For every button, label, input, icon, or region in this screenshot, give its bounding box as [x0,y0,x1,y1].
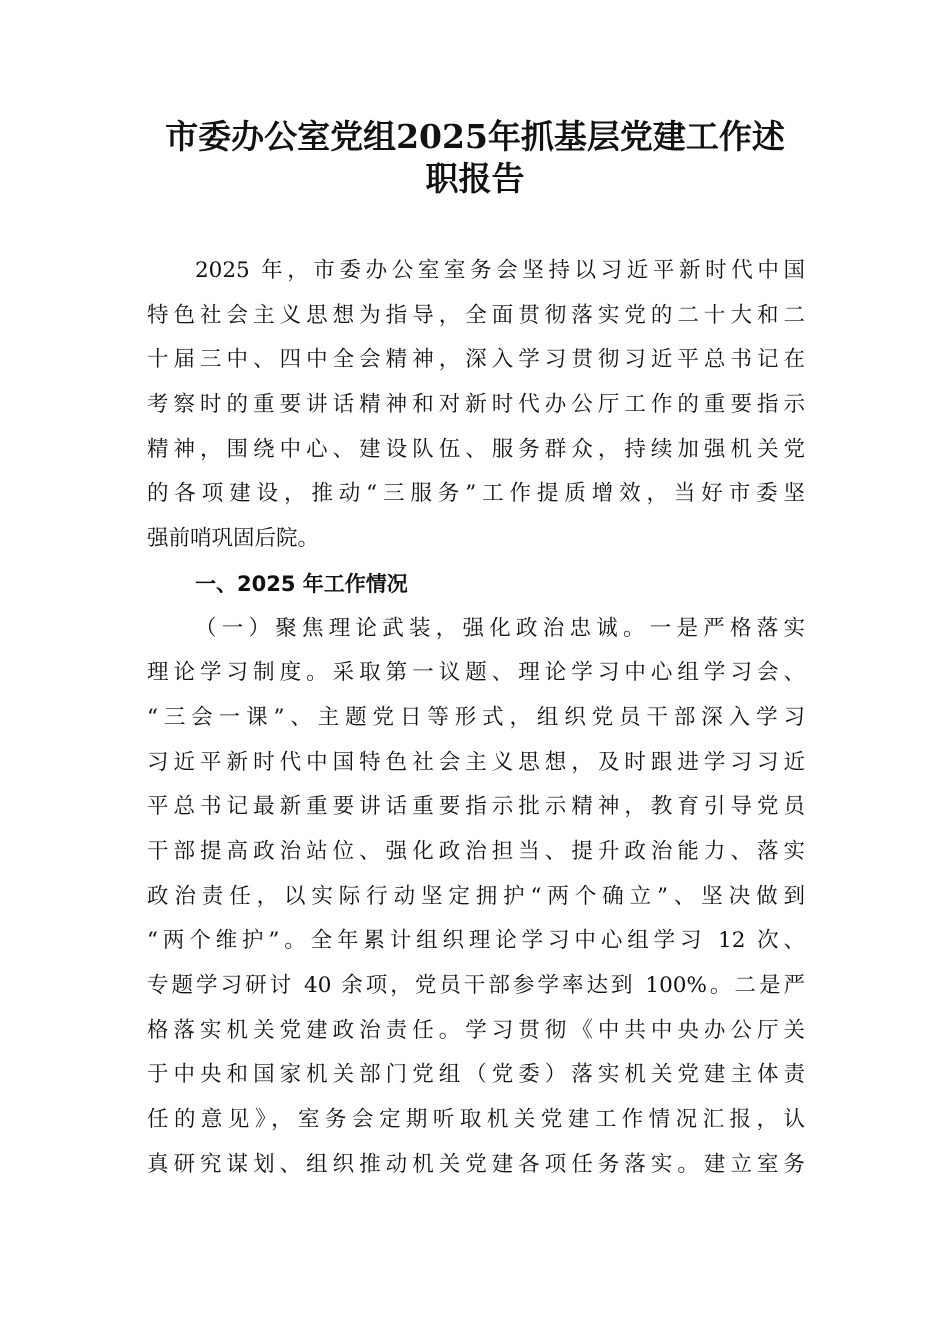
text-line: 强前哨巩固后院。 [147,526,320,552]
text-line: 考察时的重要讲话精神和对新时代办公厅工作的重要指示 [147,392,805,418]
text-line: （一）聚焦理论武装，强化政治忠诚。一是严格落实 [195,615,805,641]
title-line: 职报告 [425,159,525,198]
intro-paragraph [147,249,805,562]
text-line: 2025 年，市委办公室室务会坚持以习近平新时代中国 [195,258,805,283]
text-line: “三会一课”、主题党日等形式，组织党员干部深入学习 [147,704,805,730]
section-heading: 一、2025 年工作情况 [195,571,408,596]
text-line: 政治责任，以实际行动坚定拥护“两个确立”、坚决做到 [147,883,805,909]
text-line: “两个维护”。全年累计组织理论学习中心组学习 12 次、 [147,928,805,954]
text-line: 的各项建设，推动“三服务”工作提质增效，当好市委坚 [147,481,805,507]
text-line: 精神，围绕中心、建设队伍、服务群众，持续加强机关党 [147,436,805,462]
text-line: 专题学习研讨 40 余项，党员干部参学率达到 100%。二是严 [147,973,805,998]
text-line: 任的意见》，室务会定期听取机关党建工作情况汇报，认 [147,1107,805,1133]
document-body [147,249,805,1187]
title-line: 市委办公室党组2025年抓基层党建工作述 [165,117,785,156]
text-line: 理论学习制度。采取第一议题、理论学习中心组学习会、 [147,660,805,686]
section-paragraph [147,607,805,1188]
text-line: 习近平新时代中国特色社会主义思想，及时跟进学习习近 [147,749,805,775]
text-line: 十届三中、四中全会精神，深入学习贯彻习近平总书记在 [147,347,805,373]
text-line: 格落实机关党建政治责任。学习贯彻《中共中央办公厅关 [147,1017,805,1043]
text-line: 干部提高政治站位、强化政治担当、提升政治能力、落实 [147,838,805,864]
text-line: 特色社会主义思想为指导，全面贯彻落实党的二十大和二 [147,302,805,328]
text-line: 于中央和国家机关部门党组（党委）落实机关党建主体责 [147,1062,805,1088]
document-title [100,116,850,200]
text-line: 真研究谋划、组织推动机关党建各项任务落实。建立室务 [147,1151,805,1177]
text-line: 平总书记最新重要讲话重要指示批示精神，教育引导党员 [147,794,805,820]
